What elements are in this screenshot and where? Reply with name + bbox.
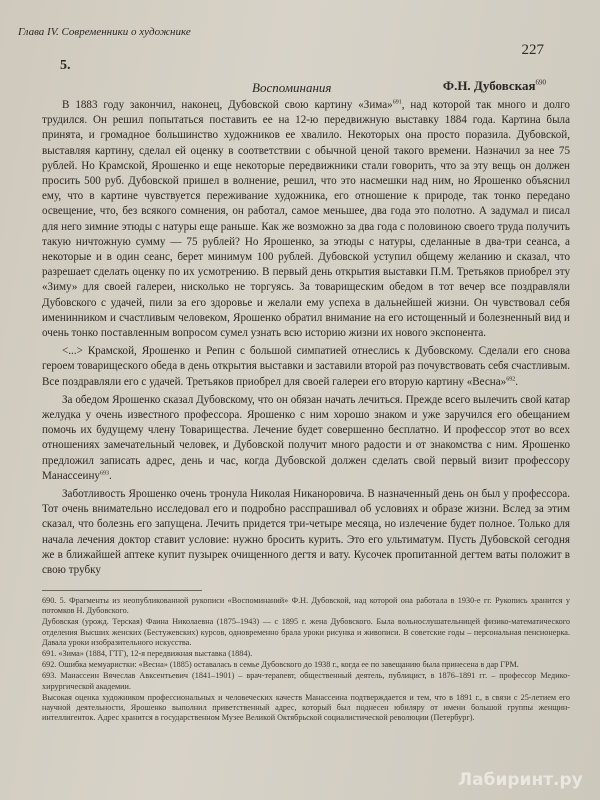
paragraph-text: Заботливость Ярошенко очень тронула Николая Никаноровича. В назначенный день он был у профессора. Тот очень внимательно исследовал его и подробно расспрашивал об условиях и образе жизни. Вслед за этим сказал, что болезнь его запущена. Лечить придется три-четыре месяца, но излечение будет полное. Только для начала лечения доктор ставит условие: нужно бросить курить. Это его ультиматум. Пусть Дубовской сегодня же в ближайшей аптеке купит пузырек очищенного дегтя и вату. Кусочек пропитанной дегтем ваты положит в свою трубку [42, 488, 570, 577]
paragraph-text: . [515, 375, 518, 388]
body-text [42, 98, 570, 581]
footnote-ref: 692 [506, 375, 516, 382]
footnote: 690. 5. Фрагменты из неопубликованной рукописи «Воспоминаний» Ф.Н. Дубовской, над которой она работала в 1930-е гг. Рукопись хранится у потомков Н. Дубовского. [42, 596, 570, 616]
footnote: Высокая оценка художником профессиональных и человеческих качеств Манассеина подтверждается и тем, что в 1891 г., в связи с 25-летием его научной деятельности, Ярошенко выполнил приветственный адрес, который был поднесен юбиляру от имени большой группы женщин-интеллигенток. Адрес хранится в государственном Музее Великой Октябрьской социалистической революции (Петербург). [42, 692, 570, 723]
page-number: 227 [521, 42, 544, 58]
footnote-ref: 693 [99, 470, 109, 477]
paragraph-text: В 1883 году закончил, наконец, Дубовской свою картину «Зима» [62, 99, 393, 111]
section-number: 5. [60, 58, 71, 73]
paragraph [42, 393, 570, 484]
footnote-ref: 691 [392, 99, 402, 106]
paragraph-text: . [108, 469, 112, 482]
paragraph-text: , над которой так много и долго трудился. Он решил попытаться поставить ее на 12-ю передвижную выставку 1884 года. Картина была принята, и громадное большинство художников ее хвалило. Некоторых она просто поразила. Дубовской, выставляя картину, сделал ей оценку в соответствии с обычной ценой такого времени. Назначил за нее 75 рублей. Но Крамской, Ярошенко и еще некоторые передвижники стали говорить, что за эту вещь он должен просить 500 руб. Дубовской пришел в волнение, решил, что это насмешки над ним, но Ярошенко объяснил ему, что в картине чувствуется переживание художника, его отношение к природе, так тонко передано освещение, что, без всякого сомнения, он работал, самое меньшее, два года это полотно. А задумал и писал для него зимние этюды с натуры еще раньше. Как же возможно за два года с половиною своего труда получить такую ничтожную сумму — 75 рублей? Но Ярошенко, за этюды с натуры, сделанные в два-три сеанса, а некоторые и в один сеанс, берет минимум 100 рублей. Дубовской уступил общему желанию и сказал, что разрешает сделать оценку по их усмотрению. В первый день открытия выставки П.М. Третьяков приобрел эту «Зиму» для своей галереи, нисколько не торгуясь. За товарищеским обедом в тот вечер все поздравляли Дубовского с удачей, пили за его здоровье и желали ему успеха в дальнейшей жизни. Он чувствовал себя именинником и счастливым человеком, Ярошенко обратил внимание на его истощенный и болезненный вид и очень тонко поставленным вопросом сумел узнать всю историю жизни их нового экспонента. [42, 99, 570, 340]
paragraph [42, 344, 570, 390]
running-head: Глава IV. Современники о художнике [18, 26, 191, 38]
author-footnote-ref: 690 [535, 78, 546, 87]
paragraph [42, 98, 570, 341]
paragraph [42, 487, 570, 578]
watermark-logo: Лабиринт.ру [458, 770, 583, 790]
author-text: Ф.Н. Дубовская [442, 78, 536, 93]
footnotes [42, 596, 570, 724]
footnote: 691. «Зима» (1884, ГТГ), 12-я передвижная выставка (1884). [42, 649, 253, 659]
memoir-title: Воспоминания [252, 80, 332, 95]
author-name [443, 78, 546, 94]
footnote-divider [42, 590, 202, 591]
footnote: 693. Манассеин Вячеслав Авксентьевич (1841–1901) – врач-терапевт, общественный деятель, публицист, в 1876–1891 гг. – профессор Медико-хирургической академии. [42, 671, 570, 691]
paragraph-text: <...> Крамской, Ярошенко и Репин с большой симпатией отнеслись к Дубовскому. Сделали его снова героем товарищеского обеда в день открытия выставки и заставили второй раз почувствовать себя счастливым. Все поздравляли его с удачей. Третьяков приобрел для своей галереи его вторую картину «Весна» [42, 345, 570, 388]
paragraph-text: За обедом Ярошенко сказал Дубовскому, что он обязан начать лечиться. Прежде всего вылечить свой катар желудка у очень известного профессора. Ярошенко с ним хорошо знаком и уже заручился его обещанием помочь их будущему члену Товарищества. Лечение будет совершенно бесплатно. И профессор этот во всех отношениях замечательный человек, и Дубовской получит много радости и от знакомства с ним. Ярошенко предложил записать адрес, день и час, когда Дубовской должен сделать свой первый визит профессору Манассеину [42, 393, 570, 482]
footnote: 692. Ошибка мемуаристки: «Весна» (1885) оставалась в семье Дубовского до 1938 г., когда ее по завещанию была принесена в дар ГРМ. [42, 660, 519, 670]
footnote: Дубовская (урожд. Терская) Фаина Николаевна (1875–1943) — с 1895 г. жена Дубовского. Была вольнослушательницей физико-математического отделения Высших женских (Бестужевских) курсов, одновременно брала уроки рисунка и живописи. В советские годы – персональная пенсионерка. Давала уроки изобразительного искусства. [42, 617, 570, 647]
